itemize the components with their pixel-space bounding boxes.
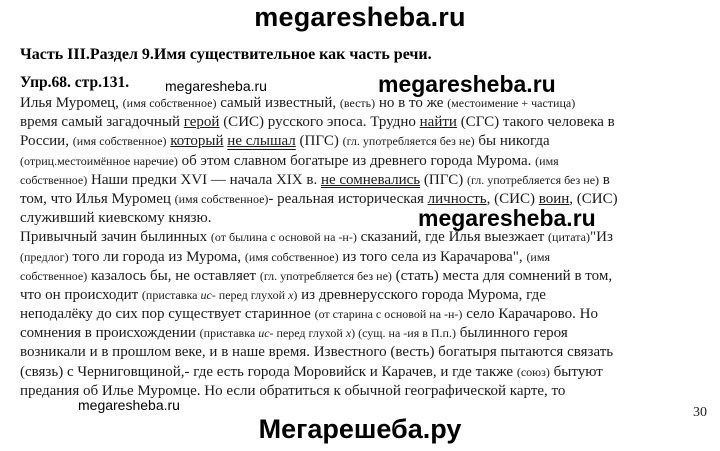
text-line: (отриц.местоимённое наречие) об этом славном богатыре из древнего города Мурома. (имя <box>20 152 559 169</box>
watermark-top: megaresheba.ru <box>254 2 466 32</box>
text-line: сомнения в происхождении (приставка ис- перед глухой х) (сущ. на -ия в П.п.) былинного героя <box>20 325 568 342</box>
watermark-small: megaresheba.ru <box>165 78 267 94</box>
text-line: собственное) Наши предки XVI — начала XIX в. не сомневались (ПГС) (гл. употребляется без не) в <box>20 171 610 188</box>
text-line: Привычный зачин былинных (от былина с основой на -н-) сказаний, где Илья выезжает (цитата)"Из <box>20 229 613 246</box>
page-number: 30 <box>693 405 707 420</box>
text-line: России, (имя собственное) который не слышал (ПГС) (гл. употребляется без не) бы никогда <box>20 133 550 150</box>
text-line: предания об Илье Муромце. Но если обратиться к обычной географической карте, то <box>20 382 566 399</box>
watermark-big: megaresheba.ru <box>378 71 556 97</box>
watermark-small: megaresheba.ru <box>78 397 180 413</box>
text-line: Илья Муромец, (имя собственное) самый известный, (весть) но в то же (местоимение + частица) <box>20 95 576 111</box>
text-line: служивший киевскому князю. <box>20 210 212 227</box>
text-line: том, что Илья Муромец (имя собственное)- реальная историческая личность, (СИС) воин, (СИС) <box>20 190 618 207</box>
watermark-big: megaresheba.ru <box>418 205 596 231</box>
exercise-text <box>20 94 720 401</box>
text-line: (предлог) того ли города из Мурома, (имя собственное) из того села из Карачарова", (имя <box>20 248 550 265</box>
watermark-bottom: Мегарешеба.ру <box>258 414 462 444</box>
text-line: (связь) с Черниговщиной,- где есть города Моровийск и Карачев, и где также (союз) бытуют <box>20 363 603 380</box>
exercise-title: Упр.68. стр.131. <box>20 74 130 91</box>
section-heading: Часть III.Раздел 9.Имя существительное как часть речи. <box>20 46 432 63</box>
text-line: время самый загадочный герой (СИС) русского эпоса. Трудно найти (СГС) такого человека в <box>20 114 615 131</box>
text-line: возникали и в прошлом веке, и в наше время. Известного (весть) богатыря пытаются связать <box>20 344 614 361</box>
text-line: что он происходит (приставка ис- перед глухой х) из древнерусского города Мурома, где <box>20 286 546 303</box>
text-line: собственное) казалось бы, не оставляет (гл. употребляется без не) (стать) места для сомнений в том, <box>20 267 613 284</box>
text-line: неподалёку до сих пор существует старинное (от старина с основой на -н-) село Карачарово. Но <box>20 306 598 323</box>
